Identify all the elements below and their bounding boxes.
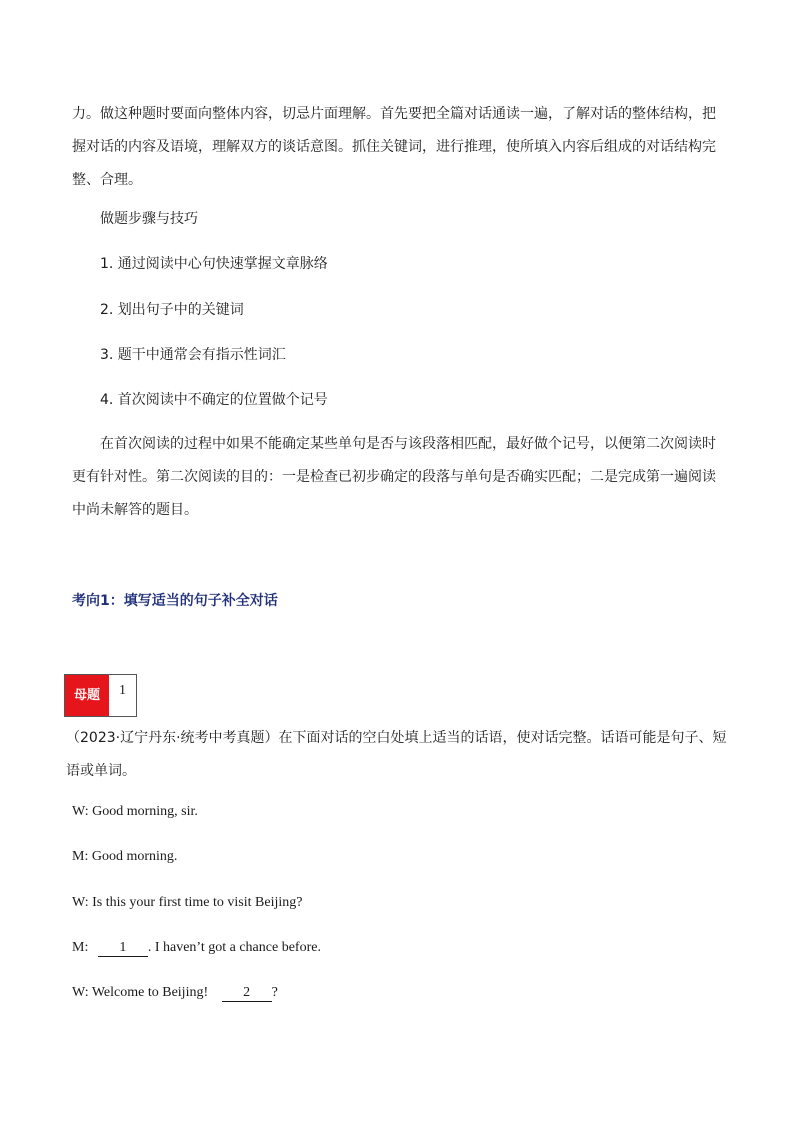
- badge-label: 母题: [65, 675, 109, 716]
- question-intro: （2023·辽宁丹东·统考中考真题）在下面对话的空白处填上适当的话语，使对话完整。话语可能是句子、短语或单词。: [66, 730, 727, 779]
- section-heading: 考向1：填写适当的句子补全对话: [72, 593, 278, 609]
- step4-paragraph: 在首次阅读的过程中如果不能确定某些单句是否与该段落相匹配，最好做个记号，以便第二次阅读时更有针对性。第二次阅读的目的：一是检查已初步确定的段落与单句是否确实匹配；二是完成第一遍阅读中尚未解答的题目。: [72, 436, 716, 518]
- step-item: 3. 题干中通常会有指示性词汇: [100, 347, 286, 363]
- dialogue-text: . I haven’t got a chance before.: [147, 940, 321, 955]
- speaker-prefix: M:: [72, 940, 89, 955]
- answer-blank-2[interactable]: 2: [222, 985, 272, 1002]
- step-item: 2. 划出句子中的关键词: [100, 302, 244, 318]
- intro-paragraph: 力。做这种题时要面向整体内容，切忌片面理解。首先要把全篇对话通读一遍，了解对话的整体结构，把握对话的内容及语境，理解双方的谈话意图。抓住关键词，进行推理，使所填入内容后组成的对话结构完整、合理。: [72, 106, 716, 188]
- step-item: 4. 首次阅读中不确定的位置做个记号: [100, 392, 328, 408]
- question-badge: [64, 674, 137, 717]
- dialogue-line: W: Good morning, sir.: [72, 804, 198, 819]
- dialogue-line: W: Is this your first time to visit Beijing?: [72, 895, 303, 910]
- dialogue-line: [72, 938, 321, 958]
- dialogue-text: W: Welcome to Beijing!: [72, 985, 209, 1000]
- steps-title: 做题步骤与技巧: [100, 211, 198, 227]
- dialogue-line: [72, 983, 278, 1003]
- badge-number: 1: [109, 675, 136, 716]
- dialogue-text: ?: [271, 985, 278, 1000]
- dialogue-line: M: Good morning.: [72, 849, 178, 864]
- answer-blank-1[interactable]: 1: [98, 940, 148, 957]
- step-item: 1. 通过阅读中心句快速掌握文章脉络: [100, 256, 328, 272]
